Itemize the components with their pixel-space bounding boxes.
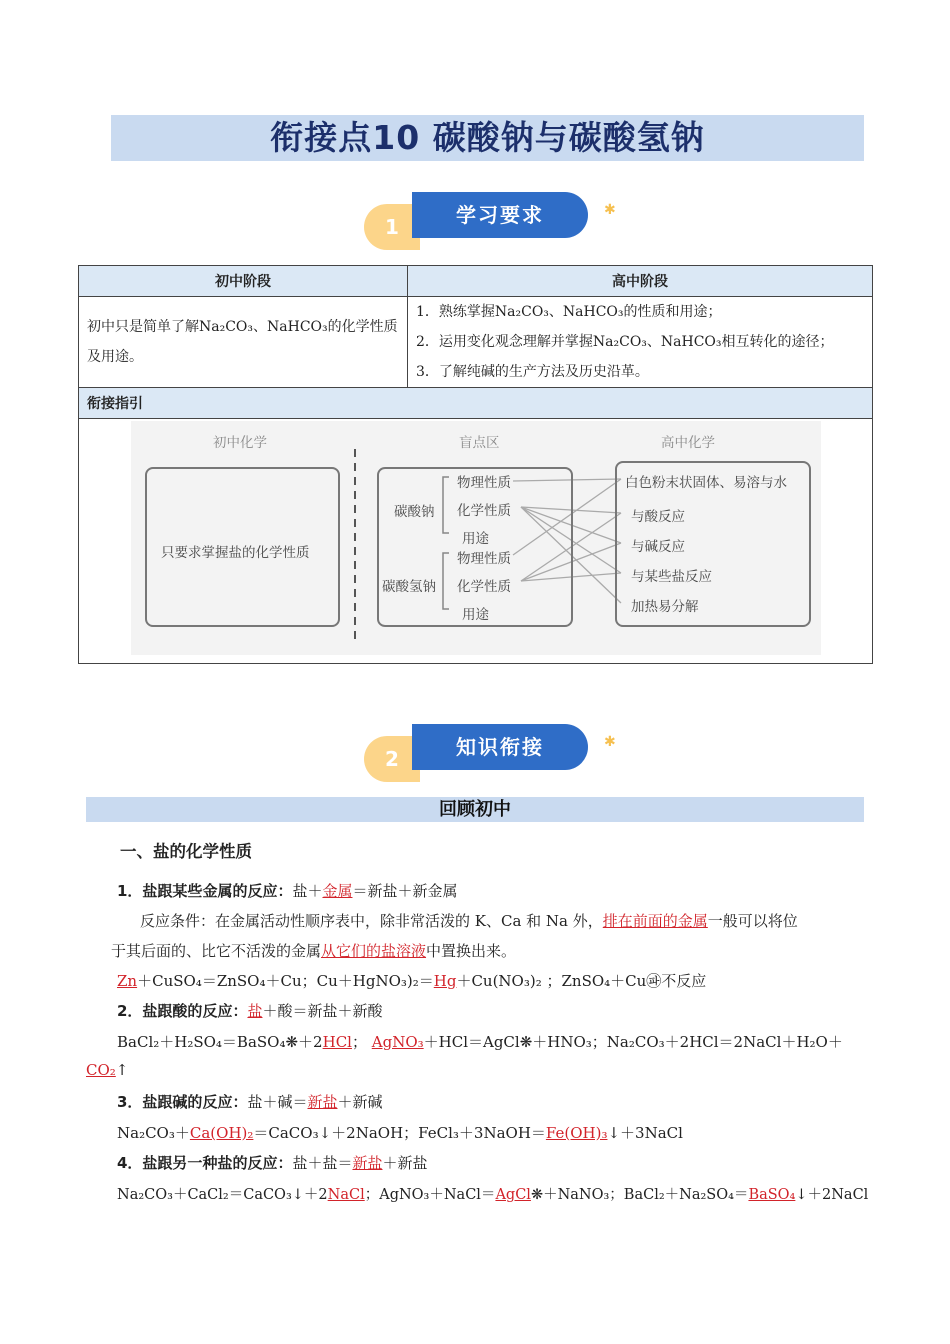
col-header-junior: 初中阶段 — [79, 266, 408, 297]
section-badge-1 — [364, 192, 624, 252]
rule-2: 2．盐跟酸的反应：盐＋酸＝新盐＋新酸 — [117, 1002, 383, 1020]
rule-3: 3．盐跟碱的反应：盐＋碱＝新盐＋新碱 — [117, 1093, 383, 1111]
badge-number: 2 — [364, 736, 420, 782]
page-title: 衔接点10 碳酸钠与碳酸氢钠 — [111, 115, 864, 161]
star-icon: ✱ — [604, 202, 616, 218]
diagram-header-junior: 初中化学 — [213, 435, 267, 451]
equation-line-1: Zn＋CuSO₄＝ZnSO₄＋Cu；Cu＋HgNO₃)₂＝Hg＋Cu(NO₃)₂ ；ZnSO₄＋Cu㉺不反应 — [117, 972, 707, 990]
junior-box-text: 只要求掌握盐的化学性质 — [161, 545, 310, 561]
property-label: 物理性质 — [457, 551, 511, 567]
equation-line-2: BaCl₂＋H₂SO₄＝BaSO₄❋＋2HCl； AgNO₃＋HCl＝AgCl❋＋HNO₃；Na₂CO₃＋2HCl＝2NaCl＋H₂O＋ — [117, 1033, 843, 1051]
col-header-senior: 高中阶段 — [408, 266, 873, 297]
diagram-header-blind: 盲点区 — [459, 435, 500, 451]
guide-diagram — [131, 421, 821, 655]
diagram-header-senior: 高中化学 — [661, 435, 715, 451]
outcome-item: 加热易分解 — [631, 599, 699, 615]
requirements-table — [78, 265, 873, 664]
outcome-item: 与某些盐反应 — [631, 569, 712, 585]
outcome-item: 与碱反应 — [631, 539, 685, 555]
equation-line-4: Na₂CO₃＋CaCl₂＝CaCO₃↓＋2NaCl；AgNO₃＋NaCl＝AgCl❋＋NaNO₃；BaCl₂＋Na₂SO₄＝BaSO₄↓＋2NaCl — [117, 1187, 869, 1203]
badge-number: 1 — [364, 204, 420, 250]
senior-item: 3．了解纯碱的生产方法及历史沿革。 — [416, 364, 649, 380]
review-heading: 一、盐的化学性质 — [120, 842, 252, 861]
star-icon: ✱ — [604, 734, 616, 750]
condition-line-2: 于其后面的、比它不活泼的金属从它们的盐溶液中置换出来。 — [111, 942, 517, 960]
badge-label: 知识衔接 — [412, 724, 588, 770]
property-label: 用途 — [462, 607, 489, 623]
outcome-item: 与酸反应 — [631, 509, 685, 525]
condition-line-1: 反应条件：在金属活动性顺序表中，除非常活泼的 K、Ca 和 Na 外，排在前面的金属一般可以将位 — [140, 912, 798, 930]
substance-nahco3: 碳酸氢钠 — [382, 579, 436, 595]
guide-diagram-cell — [79, 419, 873, 664]
section-badge-2 — [364, 724, 624, 784]
property-label: 化学性质 — [457, 503, 511, 519]
senior-list — [408, 297, 873, 388]
junior-text: 初中只是简单了解Na₂CO₃、NaHCO₃的化学性质及用途。 — [79, 297, 408, 388]
substance-na2co3: 碳酸钠 — [394, 504, 435, 520]
badge-label: 学习要求 — [412, 192, 588, 238]
outcome-item: 白色粉末状固体、易溶与水 — [625, 475, 787, 491]
property-label: 物理性质 — [457, 475, 511, 491]
equation-line-2-cont: CO₂↑ — [86, 1061, 129, 1079]
equation-line-3: Na₂CO₃＋Ca(OH)₂＝CaCO₃↓＋2NaOH；FeCl₃＋3NaOH＝Fe(OH)₃↓＋3NaCl — [117, 1124, 683, 1142]
senior-item: 1．熟练掌握Na₂CO₃、NaHCO₃的性质和用途； — [416, 304, 722, 320]
property-label: 用途 — [462, 531, 489, 547]
senior-item: 2．运用变化观念理解并掌握Na₂CO₃、NaHCO₃相互转化的途径； — [416, 334, 834, 350]
guide-label: 衔接指引 — [79, 388, 873, 419]
property-label: 化学性质 — [457, 579, 511, 595]
rule-4: 4．盐跟另一种盐的反应：盐＋盐＝新盐＋新盐 — [117, 1154, 428, 1172]
review-section-title: 回顾初中 — [86, 797, 864, 822]
rule-1: 1．盐跟某些金属的反应：盐＋金属＝新盐＋新金属 — [117, 882, 458, 900]
